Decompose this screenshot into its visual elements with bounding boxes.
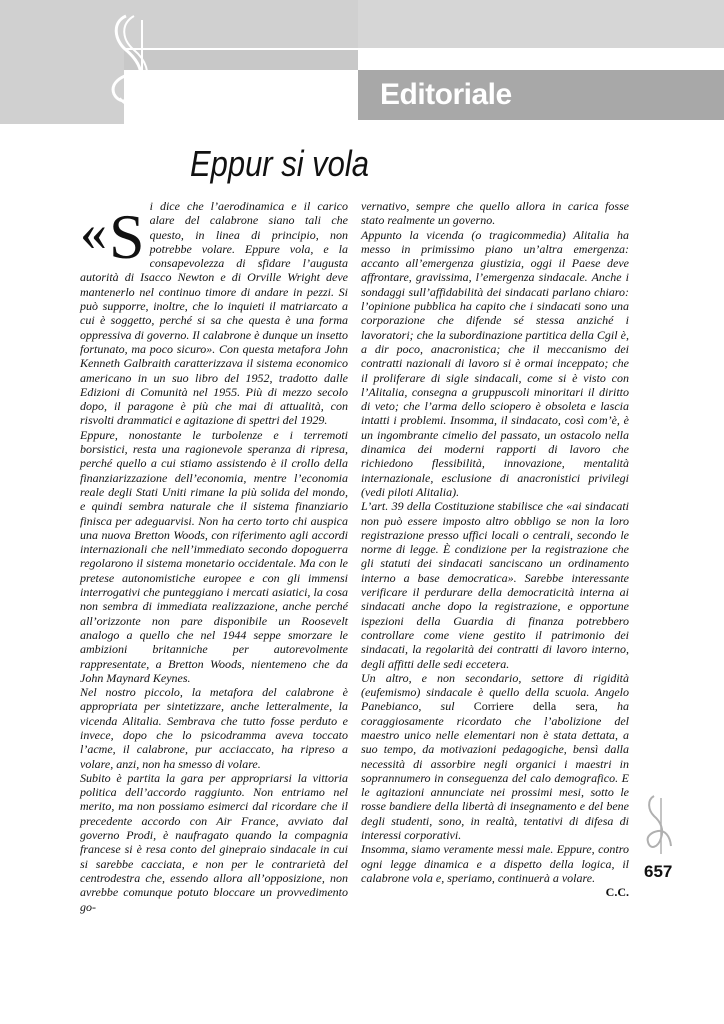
drop-cap: «S <box>80 201 145 272</box>
paragraph: Un altro, e non secondario, settore di rigidità (eufemismo) sindacale è quello della scuola. Angelo Panebianco, sul Corriere della sera, ha coraggiosamente ricordato che l’abolizione del maestro unico nelle elementari non è stata dettata, a suo tempo, da motivazioni pedagogiche, bensì dalla necessità di assorbire negli organici i maestri in soprannumero in conseguenza del calo demografico. E le agitazioni annunciate nei prossimi mesi, sotto le rosse bandiere della libertà di insegnamento e del bene degli studenti, sono, in realtà, tentativi di difesa di interessi corporativi. <box>361 670 630 843</box>
paragraph: Subito è partita la gara per appropriarsi la vittoria politica dell’accordo raggiunto. Non entriamo nel merito, ma non possiamo esimerci dal ricordare che il precedente accordo con Air France, avviato dal governo Prodi, è naufragato quando la compagnia francese si è resa conto del ginepraio sindacale in cui si sarebbe cacciata, e non per le contrarietà del centrodestra che, essendo allora all’opposizione, non avrebbe comunque potuto bloccare un provvedimento go- <box>80 770 348 914</box>
article-column-left <box>80 199 348 914</box>
paragraph: Insomma, siamo veramente messi male. Eppure, contro ogni legge dinamica e a dispetto della logica, il calabrone vola e, speriamo, continuerà a volare. <box>361 842 629 885</box>
author-signature: C.C. <box>605 885 629 900</box>
ampersand-logo-icon <box>644 792 674 856</box>
paragraph: «S i dice che l’aerodinamica e il carico alare del calabrone siano tali che questo, in linea di principio, non potrebbe volare. Eppure vola, e la consapevolezza di sfidare l’augusta autorità di Isacco Newton e di Orville Wright deve mantenerlo nel continuo timore di andare in pezzi. Si può supporre, inoltre, che lo inquieti il matriarcato a cui è soggetto, perché si sa che questa è una forma oppressiva di governo. Il calabrone è dunque un insetto fortunato, ma poco sicuro». Con questa metafora John Kenneth Galbraith caratterizzava il sistema economico americano in un suo libro del 1952, tradotto dalle Edizioni di Comunità nel 1955. Più di mezzo secolo dopo, il paragone è più che mai di attualità, con risvolti drammatici e agitazione di spettri del 1929. <box>80 199 348 428</box>
header-band-right-top <box>358 0 724 48</box>
article-column-right <box>361 199 629 900</box>
newspaper-name: Corriere della sera <box>473 699 595 714</box>
paragraph: L’art. 39 della Costituzione stabilisce che «ai sindacati non può essere imposto altro obbligo se non la loro registrazione presso uffici locali o centrali, secondo le norme di legge. È condizione per la registrazione che gli statuti dei sindacati sanciscano un ordinamento interno a base democratica». Sarebbe interessante verificare il perdurare della democraticità interna ai sindacati anche dopo la registrazione, e opportune ispezioni della Guardia di finanza potrebbero controllare come viene gestito il patrimonio dei sindacati, la regolarità dei contratti di lavoro interno, degli affitti delle sedi eccetera. <box>361 499 629 671</box>
page-number: 657 <box>644 862 673 881</box>
paragraph: Nel nostro piccolo, la metafora del calabrone è appropriata per sintetizzare, anche letteralmente, la vicenda Alitalia. Sembrava che tutto fosse perduto e invece, dopo che lo psicodramma aveva toccato l’acme, il calabrone, pur acciaccato, ha ripreso a volare, anzi, non ha smesso di volare. <box>80 685 348 771</box>
paragraph: Eppure, nonostante le turbolenze e i terremoti borsistici, resta una ragionevole speranza di ripresa, perché quello a cui stiamo assistendo è il crollo della finanziarizzazione dell’economia, mentre l’economia reale degli Stati Uniti rimane la più solida del mondo, e quindi sembra naturale che il sistema finanziario finisca per adeguarvisi. Non ha certo torto chi auspica una nuova Bretton Woods, con riferimento agli accordi internazionali che nell’immediato secondo dopoguerra regolarono il sistema monetario occidentale. Ma con le pretese autonomistiche europee e con gli immensi interrogativi che punteggiano i mercati asiatici, la cosa non sembra di immediata realizzazione, anche perché all’orizzonte non pare disponibile un Roosevelt analogo a quello che nel 1944 seppe smorzare le ambizioni britanniche per autorevolmente rappresentate, a Bretton Woods, nientemeno che da John Maynard Keynes. <box>80 427 348 685</box>
header-band-top <box>0 0 358 48</box>
section-label: Editoriale <box>380 78 512 111</box>
paragraph: Appunto la vicenda (o tragicommedia) Alitalia ha messo in primissimo piano un’altra emergenza: accanto all’emergenza giustizia, oggi il Paese deve affrontare, gravissima, l’emergenza sindacale. Anche i sondaggi sull’affidabilità dei sindacati parlano chiaro: l’opinione pubblica ha capito che i sindacati sono una corporazione che difende sé stessa anziché i lavoratori; che la subordinazione partitica della Cgil è, a dir poco, anacronistica; che il meccanismo dei contratti nazionali di lavoro si è ormai inceppato; che il proliferare di sigle sindacali, come si è visto con l’Alitalia, consegna a gruppuscoli minoritari il diritto di veto; che l’arma dello sciopero è obsoleta e lascia intatti i problemi. Insomma, il sindacato, così com’è, è un ingombrante cimelio del passato, un ostacolo nella dinamica dei moderni rapporti di lavoro che richiedono flessibilità, innovazione, mentalità internazionale, esclusione di anacronistici privilegi (vedi piloti Alitalia). <box>361 227 629 499</box>
article-title: Eppur si vola <box>190 143 369 184</box>
ampersand-logo-icon <box>104 10 168 120</box>
paragraph: vernativo, sempre che quello allora in carica fosse stato realmente un governo. <box>361 199 629 228</box>
